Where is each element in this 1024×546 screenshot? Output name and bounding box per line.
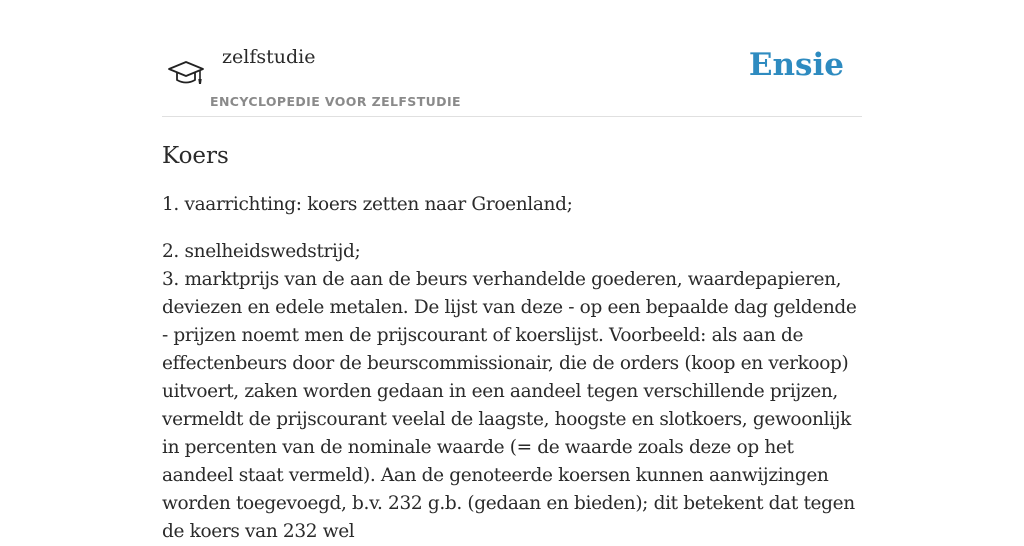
graduation-cap-icon[interactable] <box>166 52 206 92</box>
site-tagline: ENCYCLOPEDIE VOOR ZELFSTUDIE <box>210 94 461 109</box>
article-body <box>162 191 862 546</box>
page-title: Koers <box>162 143 229 169</box>
definition-2: 2. snelheidswedstrijd; <box>162 241 361 262</box>
site-header <box>162 0 862 117</box>
definition-3: 3. marktprijs van de aan de beurs verhandelde goederen, waardepapieren, deviezen en edele metalen. De lijst van deze - op een bepaalde dag geldende - prijzen noemt men de prijscourant of koerslijst. Voorbeeld: als aan de effectenbeurs door de beurscommissionair, die de orders (koop en verkoop) uitvoert, zaken worden gedaan in een aandeel tegen verschillende prijzen, vermeldt de prijscourant veelal de laagste, hoogste en slotkoers, gewoonlijk in percenten van de nominale waarde (= de waarde zoals deze op het aandeel staat vermeld). Aan de genoteerde koersen kunnen aanwijzingen worden toegevoegd, b.v. 232 g.b. (gedaan en bieden); dit betekent dat tegen de koers van 232 wel <box>162 269 857 542</box>
site-name[interactable]: zelfstudie <box>222 46 316 68</box>
page <box>162 0 862 546</box>
brand-logo-link[interactable]: Ensie <box>748 47 844 83</box>
definition-1: 1. vaarrichting: koers zetten naar Groenland; <box>162 194 573 215</box>
